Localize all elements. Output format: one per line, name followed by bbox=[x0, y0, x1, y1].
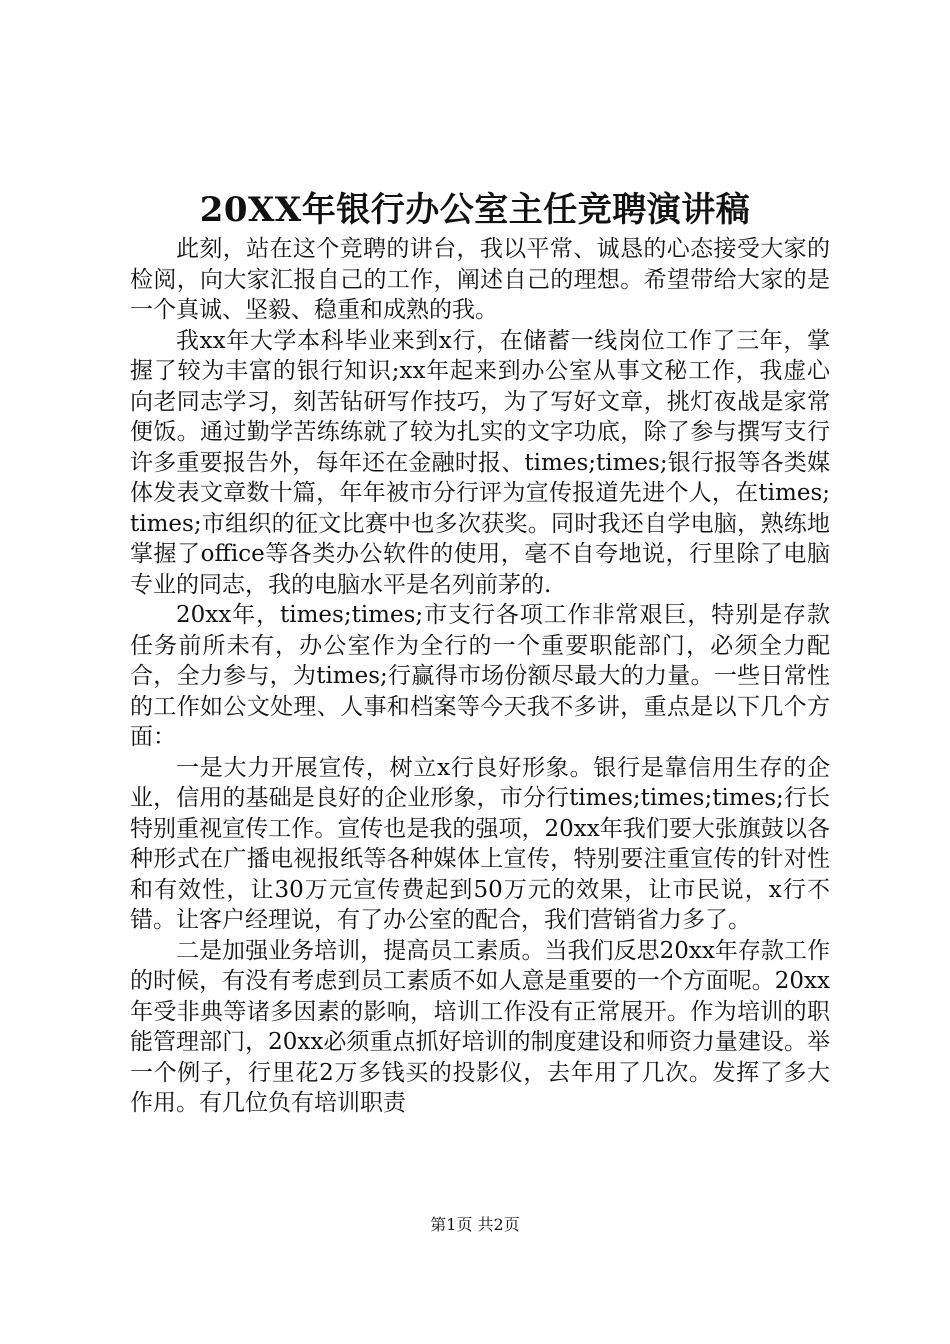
paragraph-2: 我xx年大学本科毕业来到x行，在储蓄一线岗位工作了三年，掌握了较为丰富的银行知识;xx年起来到办公室从事文秘工作，我虚心向老同志学习，刻苦钻研写作技巧，为了写好文章，挑灯夜战是家常便饭。通过勤学苦练练就了较为扎实的文字功底，除了参与撰写支行许多重要报告外，每年还在金融时报、times;times;银行报等各类媒体发表文章数十篇，年年被市分行评为宣传报道先进个人，在times;times;市组织的征文比赛中也多次获奖。同时我还自学电脑，熟练地掌握了office等各类办公软件的使用，毫不自夸地说，行里除了电脑专业的同志，我的电脑水平是名列前茅的. bbox=[130, 327, 830, 598]
document-body bbox=[130, 234, 830, 1119]
paragraph-3: 20xx年，times;times;市支行各项工作非常艰巨，特别是存款任务前所未有，办公室作为全行的一个重要职能部门，必须全力配合，全力参与，为times;行赢得市场份额尽最大的力量。一些日常性的工作如公文处理、人事和档案等今天我不多讲，重点是以下几个方面： bbox=[130, 602, 830, 750]
paragraph-5: 二是加强业务培训，提高员工素质。当我们反思20xx年存款工作的时候，有没有考虑到员工素质不如人意是重要的一个方面呢。20xx年受非典等诸多因素的影响，培训工作没有正常展开。作为培训的职能管理部门，20xx必须重点抓好培训的制度建设和师资力量建设。举一个例子，行里花2万多钱买的投影仪，去年用了几次。发挥了多大作用。有几位负有培训职责 bbox=[130, 937, 830, 1116]
paragraph-4: 一是大力开展宣传，树立x行良好形象。银行是靠信用生存的企业，信用的基础是良好的企业形象，市分行times;times;times;行长特别重视宣传工作。宣传也是我的强项，20xx年我们要大张旗鼓以各种形式在广播电视报纸等各种媒体上宣传，特别要注重宣传的针对性和有效性，让30万元宣传费起到50万元的效果，让市民说，x行不错。让客户经理说，有了办公室的配合，我们营销省力多了。 bbox=[130, 754, 830, 933]
page-number-footer: 第1页 共2页 bbox=[430, 1215, 520, 1234]
paragraph-1: 此刻，站在这个竞聘的讲台，我以平常、诚恳的心态接受大家的检阅，向大家汇报自己的工作，阐述自己的理想。希望带给大家的是一个真诚、坚毅、稳重和成熟的我。 bbox=[130, 236, 830, 323]
document-title: 20XX年银行办公室主任竞聘演讲稿 bbox=[199, 190, 751, 230]
